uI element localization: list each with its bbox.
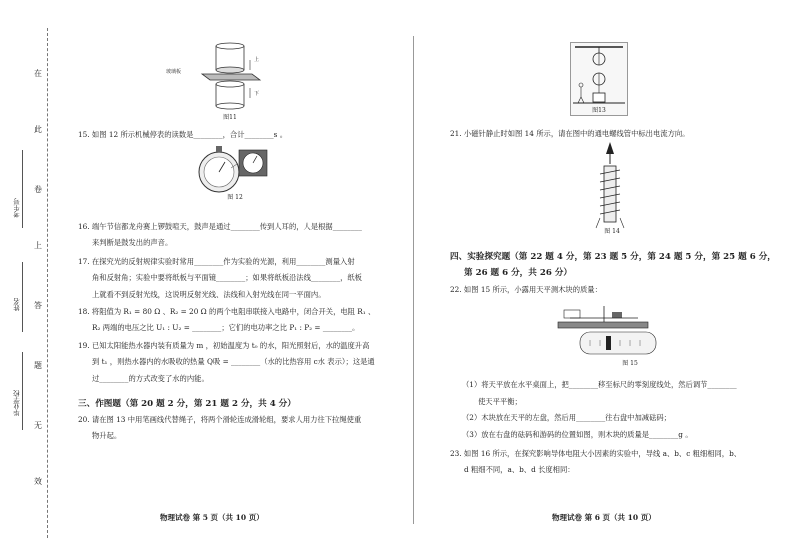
student-id-label: 考生号 xyxy=(13,198,21,218)
question-18-line-2: R₂ 两端的电压之比 U₁ : U₂ = ________；它们的电功率之比 P₁ : P₂ = ________。 xyxy=(92,323,360,332)
margin-char: 在 xyxy=(34,69,42,78)
fig12-caption: 图 12 xyxy=(227,194,243,201)
question-23-line-2: d 粗细不同，a、b、d 长度相同： xyxy=(464,465,575,474)
fig15-caption: 图 15 xyxy=(622,360,638,367)
fig11-label-down: 下 xyxy=(254,91,260,97)
question-22-part-1-line-2: 使天平平衡； xyxy=(478,397,522,406)
margin-char: 题 xyxy=(34,361,42,370)
question-22-part-2: （2）木块放在天平的左盘，然后用________往右盘中加减砝码； xyxy=(462,413,671,422)
figure-13 xyxy=(570,42,628,116)
question-19-line-1: 19. 已知太阳能热水器内装有质量为 m ，初始温度为 t₀ 的水，阳光照射后，水的温度升高 xyxy=(78,341,370,350)
margin-char: 无 xyxy=(34,421,42,430)
fig11-label-up: 上 xyxy=(254,57,260,63)
pulley-icon xyxy=(571,43,627,109)
page-6-footer: 物理试卷 第 6 页（共 10 页） xyxy=(552,513,656,522)
section-4-heading-line-1: 四、实验探究题（第 22 题 4 分，第 23 题 5 分，第 24 题 5 分，第 25 题 6 分， xyxy=(450,252,776,262)
figure-11-drawing xyxy=(190,40,270,118)
question-22: 22. 如图 15 所示，小露用天平测木块的质量： xyxy=(450,285,602,294)
figure-14 xyxy=(592,140,632,240)
margin-char: 效 xyxy=(34,477,42,486)
figure-11 xyxy=(166,40,270,121)
question-17-line-2: 角和反射角；实验中要将纸板与平面镜________；如果将纸板沿法线________，纸板 xyxy=(92,273,362,282)
margin-char: 上 xyxy=(34,241,42,250)
question-19-line-2: 到 t₁ ，则热水器内的水吸收的热量 Q吸 = ________（水的比热容用 c水 表示）；这是通 xyxy=(92,357,375,366)
question-22-part-3: （3）放在右盘的砝码和游码的位置如图，则木块的质量是________g 。 xyxy=(462,430,693,439)
page-6 xyxy=(400,0,794,560)
question-20-line-1: 20. 请在图 13 中用笔画线代替绳子，将两个滑轮连成滑轮组，要求人用力往下拉绳使重 xyxy=(78,415,362,424)
margin-char: 答 xyxy=(34,301,42,310)
question-20-line-2: 物升起。 xyxy=(92,431,122,440)
question-23-line-1: 23. 如图 16 所示，在探究影响导体电阻大小因素的实验中，导线 a、b、c 粗细相同，b、 xyxy=(450,449,742,458)
question-16-line-2: 来判断是鼓发出的声音。 xyxy=(92,238,173,247)
section-3-heading: 三、作图题（第 20 题 2 分，第 21 题 2 分，共 4 分） xyxy=(78,399,296,409)
figure-15 xyxy=(550,296,660,370)
stopwatch-icon xyxy=(195,140,275,196)
question-17-line-1: 17. 在探究光的反射规律实验时常用________作为实验的光源，利用________测量入射 xyxy=(78,257,355,266)
question-18-line-1: 18. 将阻值为 R₁ = 80 Ω 、R₂ = 20 Ω 的两个电阻串联接入电路中，闭合开关，电阻 R₁ 、 xyxy=(78,307,376,316)
question-17-line-3: 上就看不到反射光线，这说明反射光线、法线和入射光线在同一平面内。 xyxy=(92,290,326,299)
section-4-heading-line-2: 第 26 题 6 分，共 26 分） xyxy=(464,268,573,278)
margin-char: 卷 xyxy=(34,185,42,194)
question-19-line-3: 过________的方式改变了水的内能。 xyxy=(92,374,209,383)
balance-icon xyxy=(550,296,660,364)
name-label: 姓名 xyxy=(13,298,21,311)
fig13-caption: 图13 xyxy=(592,107,606,114)
fig14-caption: 图 14 xyxy=(604,228,620,235)
question-16-line-1: 16. 端午节信都龙舟赛上锣鼓喧天，鼓声是通过________传到人耳的，人是根据________ xyxy=(78,222,362,231)
school-label: 毕业学校 xyxy=(13,390,21,416)
question-15: 15. 如图 12 所示机械停表的读数是________，合计________s 。 xyxy=(78,130,288,139)
question-21: 21. 小磁针静止时如图 14 所示，请在图中的通电螺线管中标出电流方向。 xyxy=(450,129,690,138)
question-22-part-1-line-1: （1）将天平放在水平桌面上，把________移至标尺的零刻度线处，然后调节________ xyxy=(462,380,737,389)
margin-char: 此 xyxy=(34,125,42,134)
fig11-label-glass: 玻璃板 xyxy=(166,69,182,75)
solenoid-icon xyxy=(592,140,632,232)
page-5-footer: 物理试卷 第 5 页（共 10 页） xyxy=(160,513,264,522)
figure-12 xyxy=(195,140,275,200)
fig11-caption: 图11 xyxy=(223,114,237,121)
